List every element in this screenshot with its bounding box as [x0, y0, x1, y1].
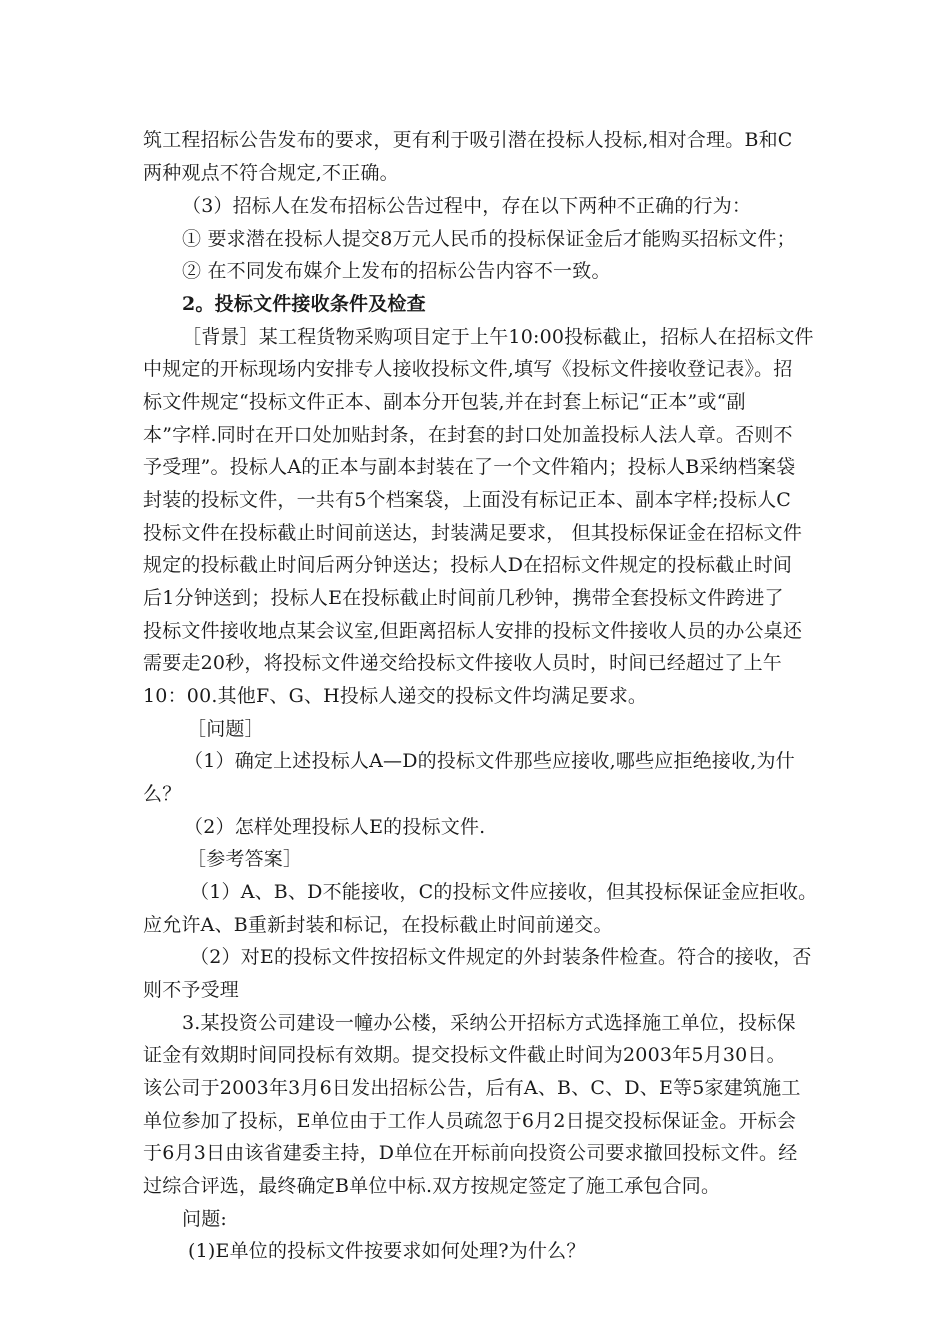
list-item: ① 要求潜在投标人提交8万元人民币的投标保证金后才能购买招标文件；	[182, 228, 796, 250]
text-line: 过综合评选，最终确定B单位中标.双方按规定签定了施工承包合同。	[143, 1175, 721, 1197]
text-line: 予受理”。投标人A的正本与副本封装在了一个文件箱内；投标人B采纳档案袋	[143, 456, 796, 478]
question-label: 问题:	[182, 1208, 228, 1230]
text-line: 中规定的开标现场内安排专人接收投标文件,填写《投标文件接收登记表》。招	[143, 358, 793, 380]
text-line: 标文件规定“投标文件正本、副本分开包装,并在封套上标记“正本”或“副	[143, 391, 746, 413]
text-line: 该公司于2003年3月6日发出招标公告，后有A、B、C、D、E等5家建筑施工	[143, 1077, 801, 1099]
answer-item: （2）对E的投标文件按招标文件规定的外封装条件检查。符合的接收，否	[190, 946, 812, 968]
text-line: 后1分钟送到；投标人E在投标截止时间前几秒钟，携带全套投标文件跨进了	[143, 587, 784, 609]
text-line: ［背景］某工程货物采购项目定于上午10:00投标截止，招标人在招标文件	[182, 326, 814, 348]
text-line: 筑工程招标公告发布的要求，更有利于吸引潜在投标人投标,相对合理。B和C	[143, 129, 793, 151]
question-item: (1)E单位的投标文件按要求如何处理?为什么？	[188, 1240, 586, 1262]
text-line: 么？	[143, 783, 182, 805]
text-line: 投标文件接收地点某会议室,但距离招标人安排的投标文件接收人员的办公桌还	[143, 620, 803, 642]
text-line: 需要走20秒，将投标文件递交给投标文件接收人员时，时间已经超过了上午	[143, 652, 782, 674]
text-line: 本”字样.同时在开口处加贴封条，在封套的封口处加盖投标人法人章。否则不	[143, 424, 793, 446]
list-item: ② 在不同发布媒介上发布的招标公告内容不一致。	[182, 260, 611, 282]
text-line: 单位参加了投标，E单位由于工作人员疏忽于6月2日提交投标保证金。开标会	[143, 1110, 797, 1132]
question-item: （2）怎样处理投标人E的投标文件.	[184, 816, 486, 838]
section-heading: 2。投标文件接收条件及检查	[182, 293, 426, 315]
text-line: 10：00.其他F、G、H投标人递交的投标文件均满足要求。	[143, 685, 648, 707]
answer-label: ［参考答案］	[187, 848, 303, 870]
question-item: （1）确定上述投标人A—D的投标文件那些应接收,哪些应拒绝接收,为什	[184, 750, 795, 772]
question-label: ［问题］	[187, 718, 264, 740]
text-line: 应允许A、B重新封装和标记，在投标截止时间前递交。	[143, 914, 613, 936]
text-line: 则不予受理	[143, 979, 240, 1001]
case-paragraph: 3.某投资公司建设一幢办公楼，采纳公开招标方式选择施工单位，投标保	[182, 1012, 796, 1034]
text-line: 封装的投标文件，一共有5个档案袋，上面没有标记正本、副本字样;投标人C	[143, 489, 792, 511]
text-line: 两种观点不符合规定,不正确。	[143, 162, 399, 184]
answer-item: （1）A、B、D不能接收，C的投标文件应接收，但其投标保证金应拒收。	[190, 881, 818, 903]
text-line: 投标文件在投标截止时间前送达，封装满足要求， 但其投标保证金在招标文件	[143, 522, 803, 544]
text-line: 证金有效期时间同投标有效期。提交投标文件截止时间为2003年5月30日。	[143, 1044, 786, 1066]
text-line: （3）招标人在发布招标公告过程中，存在以下两种不正确的行为：	[182, 195, 752, 217]
text-line: 规定的投标截止时间后两分钟送达；投标人D在招标文件规定的投标截止时间	[143, 554, 793, 576]
text-line: 于6月3日由该省建委主持，D单位在开标前向投资公司要求撤回投标文件。经	[143, 1142, 798, 1164]
